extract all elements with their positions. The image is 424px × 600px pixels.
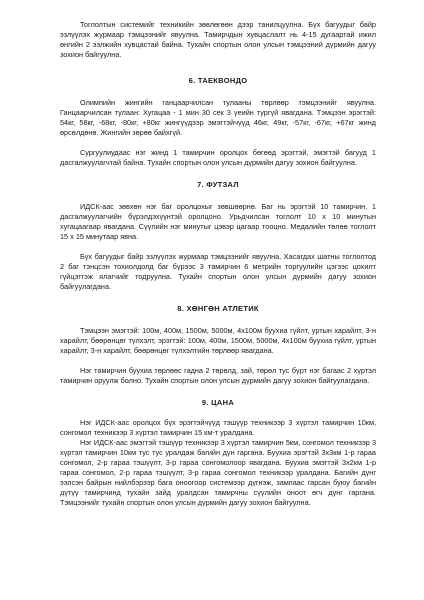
section-heading: 7. ФУТЗАЛ xyxy=(197,180,239,189)
section-paragraph: Нэг ИДСК-аас эмэгтэй тэшүүр техникээр 3 хүртэл тамирчин 5км, сонгомол техникээр 3 хүртэл тамирчин 10км тус тус уралдаж багийн дүн гаргана. Буухиа эрэгтэй 3х3км 1-р гараа сонгомол, 2-р гараа тэшүүлт, 3-р гараа сонгомолоор явагдана. Буухиа эмэгтэй 3х2км 1-р гараа сонгомол, 2-р гараа тэшүүлт, 3-р гараа сонгомол техникээр уралдана. Багийн дүнг ээлсэн байрын нийлбэрээр бага оноогоор системээр дүгнэж, зампаас гарсан буюу багийн дүтүү тамирчинд тухайн зайд уралдсан тамирчны сүүлийн оноот өгч дүнг гаргана. Тэмцээнийг тухайн спортын олон улсын дүрмийн дагуу зохион байгуулна. xyxy=(60,438,376,507)
section-heading: 8. ХӨНГӨН АТЛЕТИК xyxy=(177,304,259,313)
section-ski xyxy=(60,398,376,508)
section-paragraph: ИДСК-аас зөвхөн нэг баг оролцохыг зөвшөөрнө. Баг нь эрэгтэй 10 тамирчин, 1 дасгалжуулагчийн бүрэлдэхүүнтэй оролцоно. Урьдчилсан тоглолт 10 х 10 минутын хугацаагаар явагдана. Сүүлийн нэг минутыг цэвэр цагаар тооцно. Медалийн төлөө тоглолт 15 х 15 минутаар явна. xyxy=(60,202,376,241)
section-taekwondo xyxy=(60,76,376,168)
section-paragraph: Нэг тамирчин буухиа төрлөөс гадна 2 төрөлд, зай, төрөл тус бүрт нэг багаас 2 хүртэл тамирчин оруулж болно. Тухайн спортын олон улсын дүрмийн дагуу зохион байгуулагдана. xyxy=(60,366,376,385)
section-heading: 9. ЦАНА xyxy=(201,398,235,407)
section-paragraph: Нэг ИДСК-аас оролцох бүх эрэгтэйчүүд тэшүүр техникээр 3 хүртэл тамирчин 10км, сонгомол техникээр 3 хүртэл тамирчин 15 км-т уралдана. xyxy=(60,418,376,437)
section-paragraph: Бүх багуудыг байр эзлүүлэх журмаар тэмцээнийг явуулна. Хасагдах шатны тоглолтод 2 баг тэнцсэн тохиолдолд баг бүрээс 3 тамирчин 6 метрийн торгуулийн цэгээс цохилт гүйцэтгэж ялагчийг тодруулна. Тухайн спортын олон улсын дүрмийн дагуу зохион байгуулагдана. xyxy=(60,252,376,291)
section-paragraph: Сургуулиудаас нэг жинд 1 тамирчин оролцох бөгөөд эрэгтэй, эмэгтэй багууд 1 дасгалжуулагчтай байна. Тухайн спортын олон улсын дүрмийн дагуу зохион байгуулна. xyxy=(60,148,376,167)
section-paragraph: Тэмцээн эмэгтэй: 100м, 400м, 1500м, 5000м, 4х100м буухиа гүйлт, уртын харайлт, 3-н харайлт, бөөрөнцөг түлхэлт, эрэгтэй: 100м, 400м, 1500м, 5000м, 4х100м буухиа гүйлт, уртын харайлт, 3-н харайлт, бөөрөнцөг түлхэлтийн төрлөөр явагдана. xyxy=(60,326,376,355)
intro-paragraph: Тоглолтын системийг техникийн зөвлөгөөн дээр танилцуулна. Бүх багуудыг байр эзлүүлэх журмаар тэмцээнийг явуулна. Тамирчдын хувцаслалт нь 4-15 дугаартай ижил өнгийн 2 ээлжийн хувцастай байна. Тухайн спортын олон улсын тэмцээний дүрмийн дагуу зохион байгуулна. xyxy=(60,20,376,59)
section-paragraph: Олимпийн жингийн ганцаарчилсан тулааны төрлөөр тэмцээнийг явуулна. Ганцаарчилсан тулаан: Хугацаа - 1 мин 30 сек 3 үеийн тургүй явагдана. Тэмцээн эрэгтэй: 54кг, 58кг, -68кг, -80кг, +80кг жингүүдээр эмэгтэйчүүд 46кг, 49кг, -57кг, -67кг, +67кг жинд өрсөлдөнө. Жингийн зөрөө байхгүй. xyxy=(60,98,376,137)
section-heading: 6. ТАЕКВОНДО xyxy=(188,76,248,85)
section-athletics xyxy=(60,304,376,386)
section-futsal xyxy=(60,180,376,292)
